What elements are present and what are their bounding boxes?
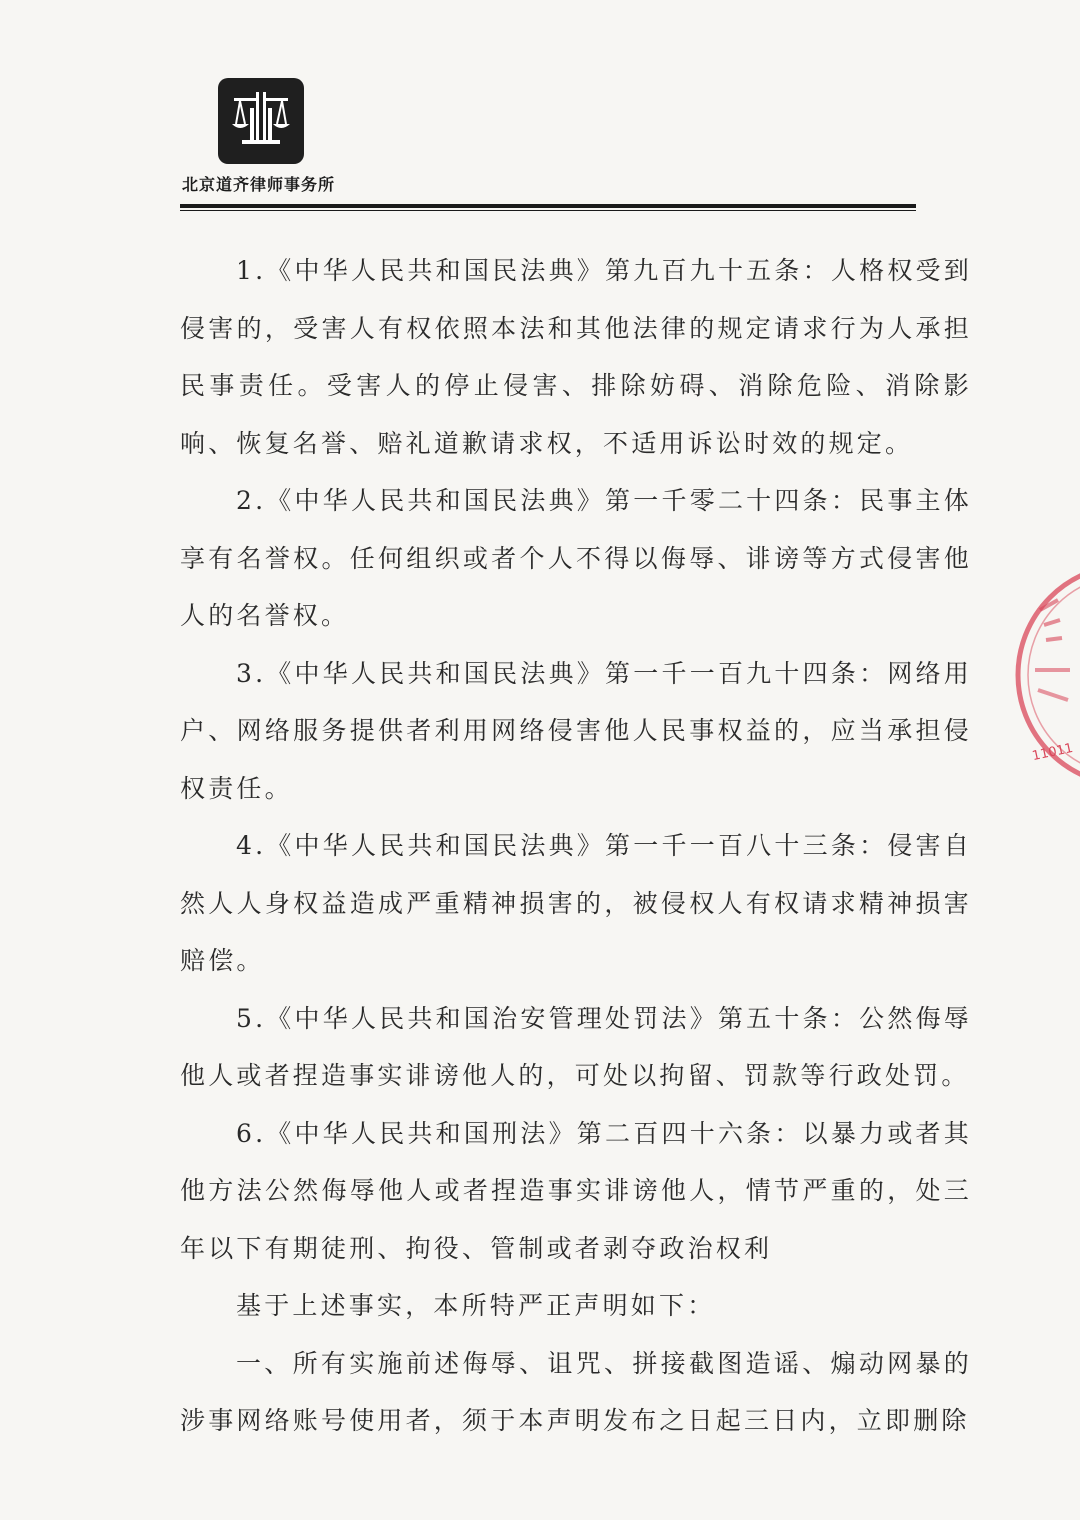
header-rule-thin <box>180 210 916 211</box>
paragraph-2: 2.《中华人民共和国民法典》第一千零二十四条：民事主体享有名誉权。任何组织或者个人不得以侮辱、诽谤等方式侵害他人的名誉权。 <box>180 486 972 630</box>
paragraph-4: 4.《中华人民共和国民法典》第一千一百八十三条：侵害自然人人身权益造成严重精神损害的，被侵权人有权请求精神损害赔偿。 <box>180 831 972 975</box>
firm-logo <box>218 78 304 164</box>
paragraph-6: 6.《中华人民共和国刑法》第二百四十六条：以暴力或者其他方法公然侮辱他人或者捏造事实诽谤他人，情节严重的，处三年以下有期徒刑、拘役、管制或者剥夺政治权利 <box>180 1118 972 1263</box>
scales-of-justice-icon <box>218 78 304 164</box>
paragraph-1: 1.《中华人民共和国民法典》第九百九十五条：人格权受到侵害的，受害人有权依照本法和其他法律的规定请求行为人承担民事责任。受害人的停止侵害、排除妨碍、消除危险、消除影响、恢复名誉、赔礼道歉请求权，不适用诉讼时效的规定。 <box>180 256 972 458</box>
paragraph-5: 5.《中华人民共和国治安管理处罚法》第五十条：公然侮辱他人或者捏造事实诽谤他人的，可处以拘留、罚款等行政处罚。 <box>180 1003 972 1090</box>
paragraph-3: 3.《中华人民共和国民法典》第一千一百九十四条：网络用户、网络服务提供者利用网络侵害他人民事权益的，应当承担侵权责任。 <box>180 658 972 803</box>
official-seal <box>1010 550 1080 800</box>
document-body <box>180 242 972 1450</box>
firm-name: 北京道齐律师事务所 <box>182 175 336 194</box>
header-rule-thick <box>180 204 916 208</box>
paragraph-statement-intro: 基于上述事实，本所特严正声明如下： <box>236 1291 716 1320</box>
seal-number: 11011 <box>1030 740 1075 765</box>
paragraph-declaration-1: 一、所有实施前述侮辱、诅咒、拼接截图造谣、煽动网暴的涉事网络账号使用者，须于本声明发布之日起三日内，立即删除 <box>180 1348 972 1435</box>
